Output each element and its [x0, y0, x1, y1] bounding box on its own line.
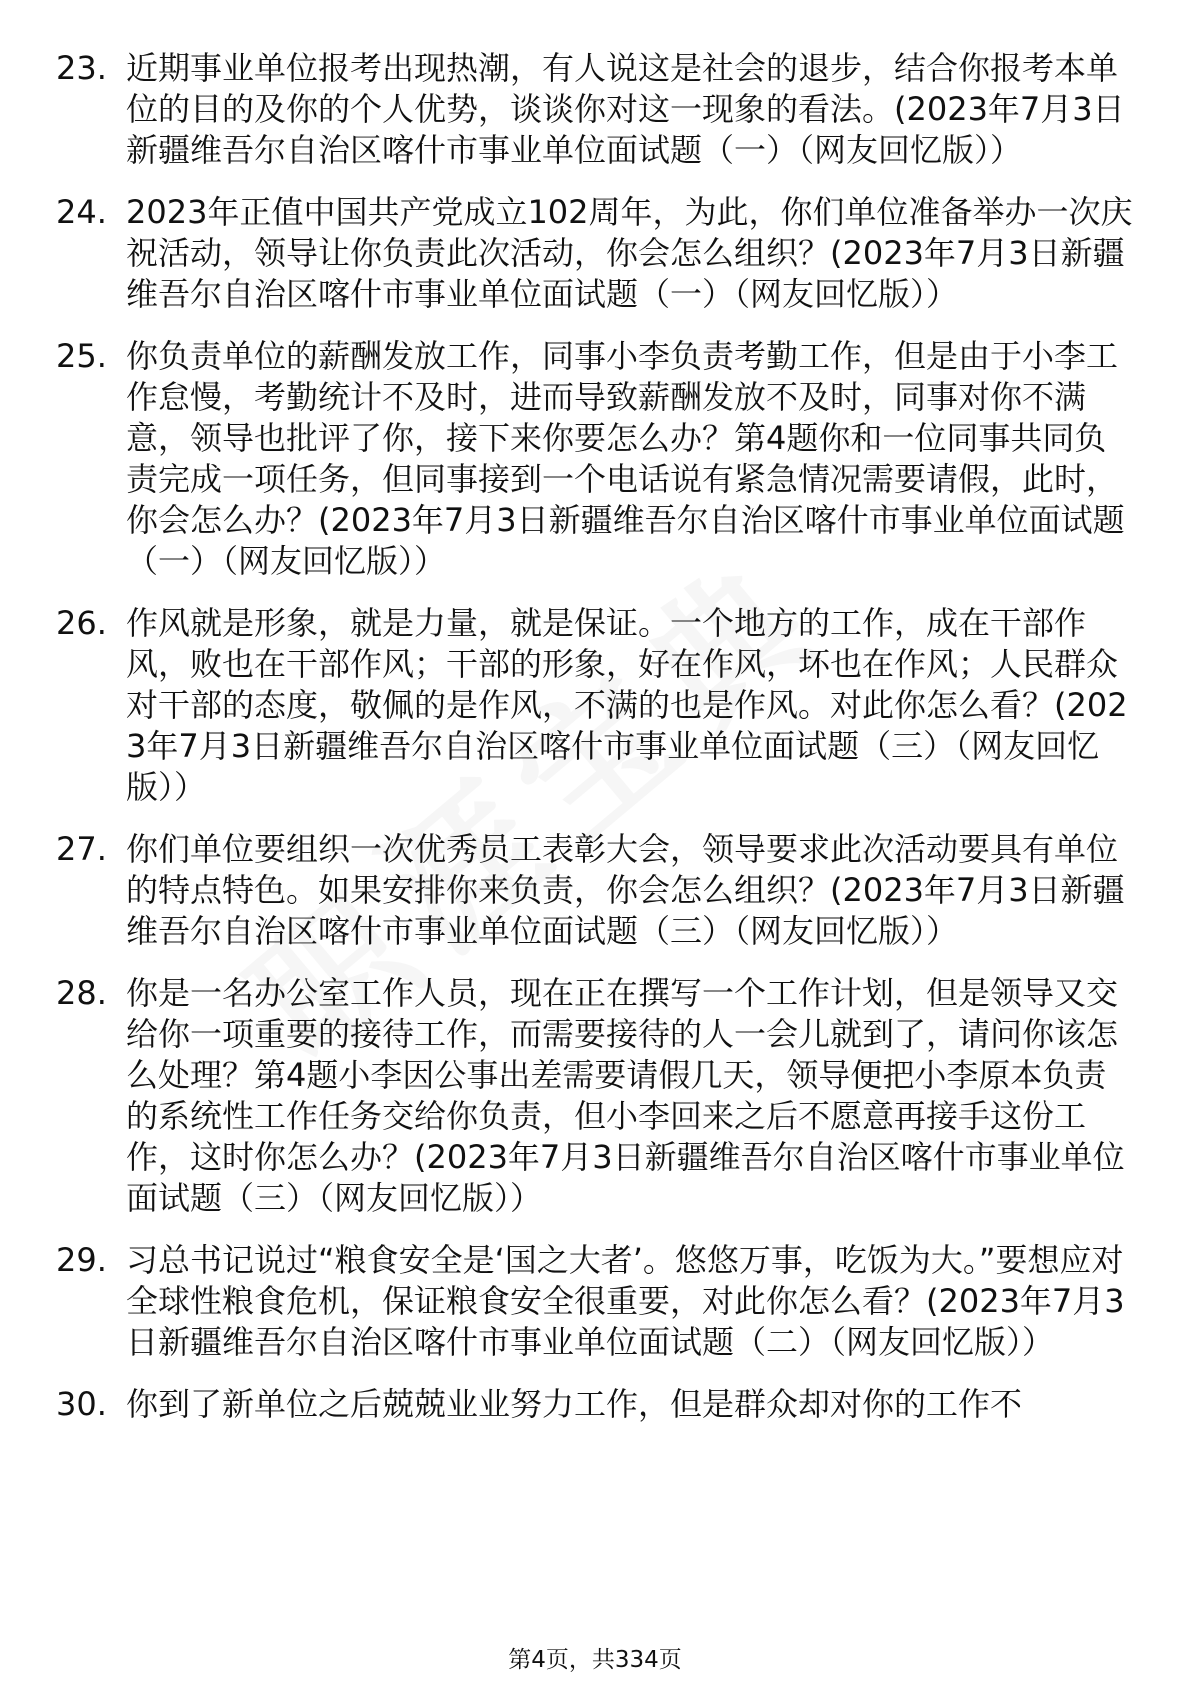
- question-number: 24.: [56, 193, 107, 231]
- question-item: [56, 48, 1136, 171]
- question-number: 29.: [56, 1241, 107, 1279]
- question-item: [56, 336, 1136, 582]
- question-item: [56, 973, 1136, 1219]
- question-text: 你负责单位的薪酬发放工作，同事小李负责考勤工作，但是由于小李工作怠慢，考勤统计不及时，进而导致薪酬发放不及时，同事对你不满意，领导也批评了你，接下来你要怎么办？第4题你和一位同事共同负责完成一项任务，但同事接到一个电话说有紧急情况需要请假，此时，你会怎么办？(2023年7月3日新疆维吾尔自治区喀什市事业单位面试题（一）（网友回忆版））: [126, 337, 1125, 580]
- question-number: 28.: [56, 974, 107, 1012]
- question-item: [56, 829, 1136, 952]
- question-text: 2023年正值中国共产党成立102周年，为此，你们单位准备举办一次庆祝活动，领导让你负责此次活动，你会怎么组织？(2023年7月3日新疆维吾尔自治区喀什市事业单位面试题（一）（网友回忆版））: [126, 193, 1133, 313]
- question-number: 25.: [56, 337, 107, 375]
- question-item: [56, 1384, 1136, 1425]
- question-text: 近期事业单位报考出现热潮，有人说这是社会的退步，结合你报考本单位的目的及你的个人优势，谈谈你对这一现象的看法。(2023年7月3日新疆维吾尔自治区喀什市事业单位面试题（一）（网友回忆版））: [126, 49, 1125, 169]
- question-text: 你到了新单位之后兢兢业业努力工作，但是群众却对你的工作不: [126, 1385, 1023, 1423]
- question-item: [56, 192, 1136, 315]
- question-number: 26.: [56, 604, 107, 642]
- question-number: 23.: [56, 49, 107, 87]
- question-list: [56, 48, 1136, 1446]
- question-text: 作风就是形象，就是力量，就是保证。一个地方的工作，成在干部作风，败也在干部作风；干部的形象，好在作风，坏也在作风；人民群众对干部的态度，敬佩的是作风，不满的也是作风。对此你怎么看？(2023年7月3日新疆维吾尔自治区喀什市事业单位面试题（三）（网友回忆版））: [126, 604, 1128, 806]
- question-item: [56, 603, 1136, 808]
- question-text: 习总书记说过“粮食安全是‘国之大者’。悠悠万事，吃饭为大。”要想应对全球性粮食危机，保证粮食安全很重要，对此你怎么看？(2023年7月3日新疆维吾尔自治区喀什市事业单位面试题（二）（网友回忆版））: [126, 1241, 1125, 1361]
- question-text: 你们单位要组织一次优秀员工表彰大会，领导要求此次活动要具有单位的特点特色。如果安排你来负责，你会怎么组织？(2023年7月3日新疆维吾尔自治区喀什市事业单位面试题（三）（网友回忆版））: [126, 830, 1125, 950]
- question-item: [56, 1240, 1136, 1363]
- page-number: 第4页，共334页: [508, 1647, 682, 1673]
- question-number: 27.: [56, 830, 107, 868]
- question-text: 你是一名办公室工作人员，现在正在撰写一个工作计划，但是领导又交给你一项重要的接待工作，而需要接待的人一会儿就到了，请问你该怎么处理？第4题小李因公事出差需要请假几天，领导便把小李原本负责的系统性工作任务交给你负责，但小李回来之后不愿意再接手这份工作，这时你怎么办？(2023年7月3日新疆维吾尔自治区喀什市事业单位面试题（三）（网友回忆版））: [126, 974, 1125, 1217]
- question-number: 30.: [56, 1385, 107, 1423]
